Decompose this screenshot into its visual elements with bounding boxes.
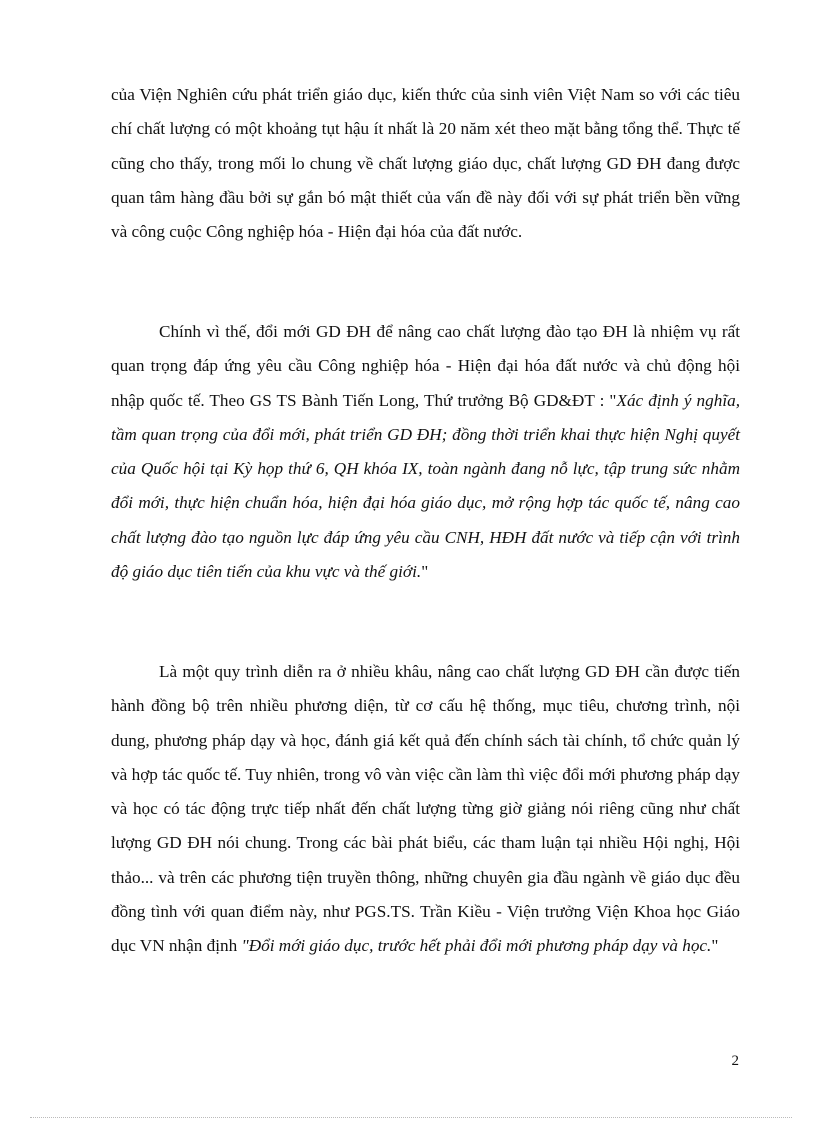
paragraph-3-lead: Là một quy trình diễn ra ở nhiều khâu, nâng cao chất lượng GD ĐH cần được tiến hành đồng bộ trên nhiều phương diện, từ cơ cấu hệ thống, mục tiêu, chương trình, nội dung, phương pháp dạy và học, đánh giá kết quả đến chính sách tài chính, tổ chức quản lý và hợp tác quốc tế. Tuy nhiên, trong vô vàn việc cần làm thì việc đổi mới phương pháp dạy và học có tác động trực tiếp nhất đến chất lượng từng giờ giảng nói riêng cũng như chất lượng GD ĐH nói chung. Trong các bài phát biểu, các tham luận tại nhiều Hội nghị, Hội thảo... và trên các phương tiện truyền thông, những chuyên gia đầu ngành về giáo dục đều đồng tình với quan điểm này, như PGS.TS. Trần Kiều - Viện trưởng Viện Khoa học Giáo dục VN nhận định <box>111 662 740 956</box>
paragraph-3-quote: "Đổi mới giáo dục, trước hết phải đổi mới phương pháp dạy và học. <box>241 936 712 956</box>
paragraph-2 <box>111 315 740 589</box>
paragraph-1 <box>111 78 740 249</box>
page-number: 2 <box>731 1053 739 1069</box>
paragraph-2-quote: Xác định ý nghĩa, tầm quan trọng của đổi mới, phát triển GD ĐH; đồng thời triển khai thực hiện Nghị quyết của Quốc hội tại Kỳ họp thứ 6, QH khóa IX, toàn ngành đang nỗ lực, tập trung sức nhằm đổi mới, thực hiện chuẩn hóa, hiện đại hóa giáo dục, mở rộng hợp tác quốc tế, nâng cao chất lượng đào tạo nguồn lực đáp ứng yêu cầu CNH, HĐH đất nước và tiếp cận với trình độ giáo dục tiên tiến của khu vực và thế giới. <box>111 390 741 582</box>
paragraph-2-tail: " <box>421 562 429 582</box>
footer-divider <box>30 1117 792 1118</box>
paragraph-2-lead: Chính vì thế, đổi mới GD ĐH để nâng cao chất lượng đào tạo ĐH là nhiệm vụ rất quan trọng đáp ứng yêu cầu Công nghiệp hóa - Hiện đại hóa đất nước và chủ động hội nhập quốc tế. Theo GS TS Bành Tiến Long, Thứ trưởng Bộ GD&ĐT : " <box>111 322 740 410</box>
paragraph-1-text: của Viện Nghiên cứu phát triển giáo dục, kiến thức của sinh viên Việt Nam so với các tiêu chí chất lượng có một khoảng tụt hậu ít nhất là 20 năm xét theo mặt bằng tổng thể. Thực tế cũng cho thấy, trong mối lo chung về chất lượng giáo dục, chất lượng GD ĐH đang được quan tâm hàng đầu bởi sự gắn bó mật thiết của vấn đề này đối với sự phát triển bền vững và công cuộc Công nghiệp hóa - Hiện đại hóa của đất nước. <box>111 85 740 242</box>
paragraph-3-tail: " <box>711 936 719 956</box>
paragraph-3 <box>111 655 740 964</box>
